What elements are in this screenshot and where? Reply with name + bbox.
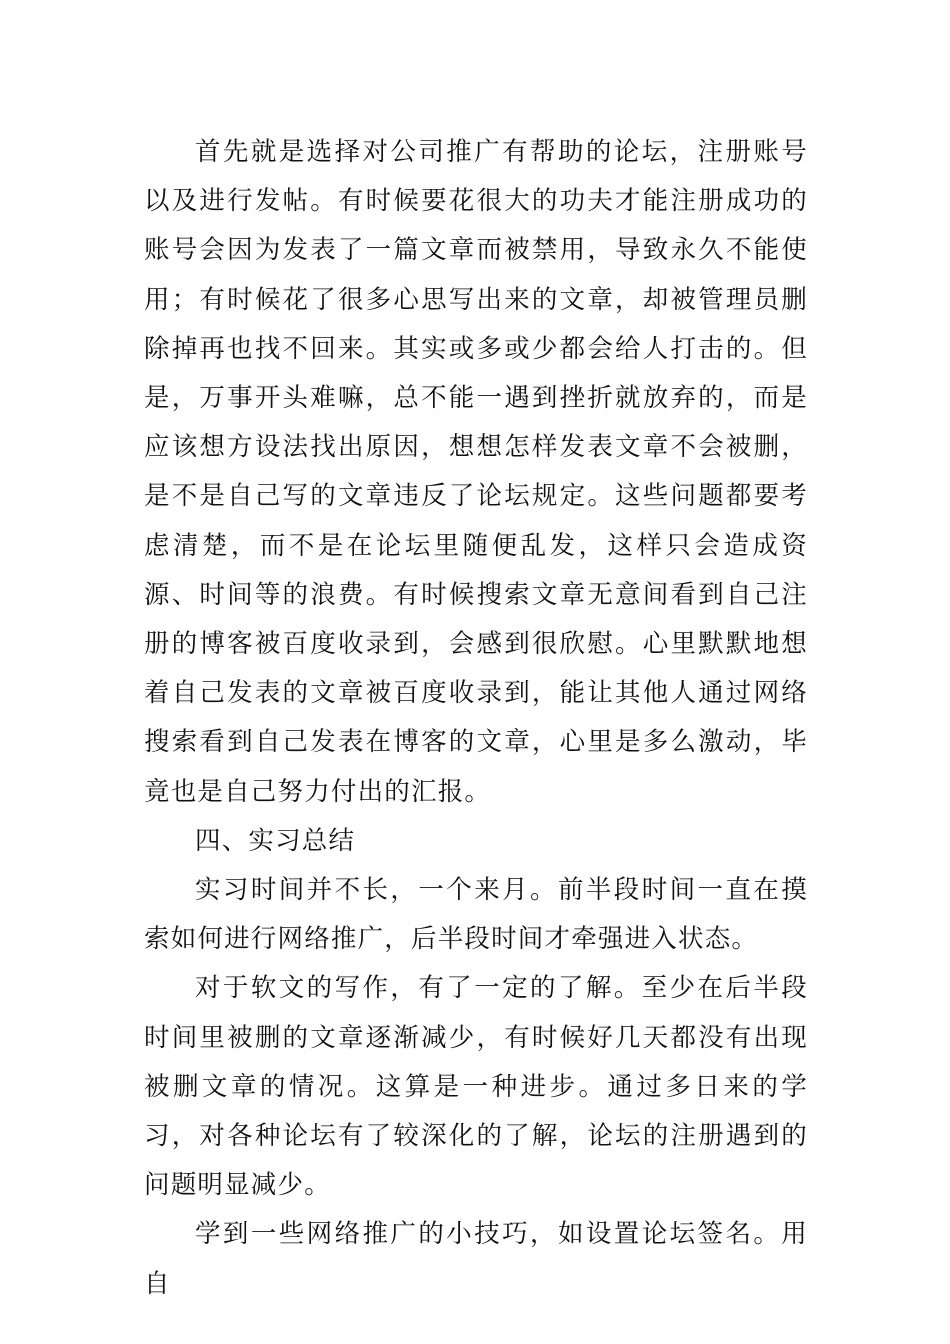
paragraph-soft-article-writing: 对于软文的写作，有了一定的了解。至少在后半段时间里被删的文章逐渐减少，有时候好几天都没有出现被删文章的情况。这算是一种进步。通过多日来的学习，对各种论坛有了较深化的了解，论坛的注册遇到的问题明显减少。 — [144, 973, 808, 1201]
paragraph-forum-registration: 首先就是选择对公司推广有帮助的论坛，注册账号以及进行发帖。有时候要花很大的功夫才能注册成功的账号会因为发表了一篇文章而被禁用，导致永久不能使用；有时候花了很多心思写出来的文章，却被管理员删除掉再也找不回来。其实或多或少都会给人打击的。但是，万事开头难嘛，总不能一遇到挫折就放弃的，而是应该想方设法找出原因，想想怎样发表文章不会被删，是不是自己写的文章违反了论坛规定。这些问题都要考虑清楚，而不是在论坛里随便乱发，这样只会造成资源、时间等的浪费。有时候搜索文章无意间看到自己注册的博客被百度收录到，会感到很欣慰。心里默默地想着自己发表的文章被百度收录到，能让其他人通过网络搜索看到自己发表在博客的文章，心里是多么激动，毕竟也是自己努力付出的汇报。 — [144, 137, 808, 807]
section-heading-internship-summary: 四、实习总结 — [195, 825, 356, 856]
paragraph-internship-duration: 实习时间并不长，一个来月。前半段时间一直在摸索如何进行网络推广，后半段时间才牵强进入状态。 — [144, 875, 808, 955]
paragraph-promotion-tips: 学到一些网络推广的小技巧，如设置论坛签名。用自 — [144, 1219, 808, 1299]
document-body — [144, 128, 808, 1309]
